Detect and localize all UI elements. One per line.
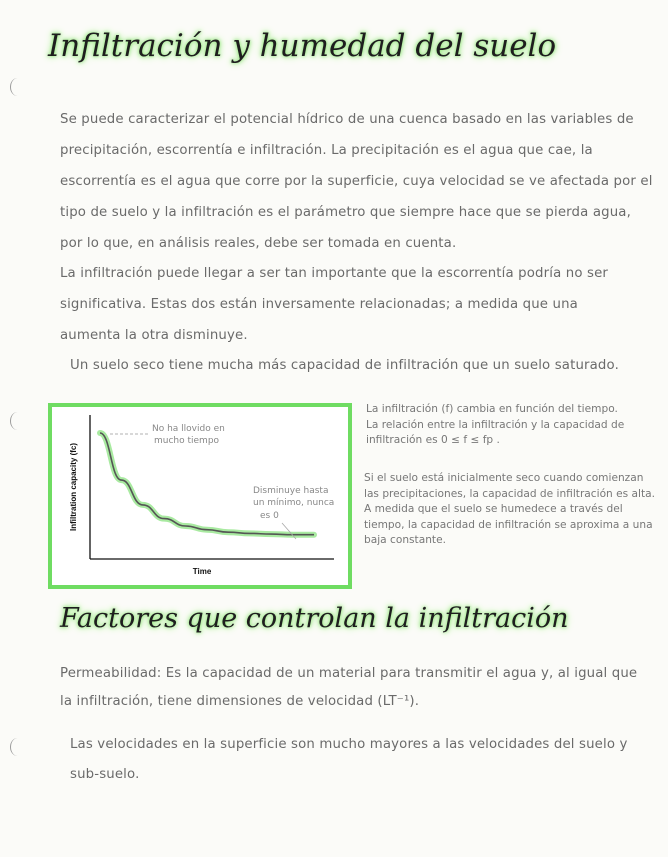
note-top-line-1: No ha llovido en bbox=[152, 424, 225, 434]
side-note-1-line-1: La infiltración (f) cambia en función del tiempo. bbox=[366, 403, 618, 415]
infiltration-curve bbox=[100, 433, 314, 535]
infiltration-chart bbox=[52, 407, 348, 585]
binder-hole-mark bbox=[10, 78, 25, 96]
note-right-line-1: Disminuye hasta bbox=[253, 486, 329, 496]
side-note-1-line-2: La relación entre la infiltración y la capacidad de bbox=[366, 418, 625, 431]
note-top-line-2: mucho tiempo bbox=[154, 436, 220, 446]
note-right-line-2: un mínimo, nunca bbox=[253, 498, 335, 508]
intro-paragraph-1: Se puede caracterizar el potencial hídrico de una cuenca basado en las variables de precipitación, escorrentía e infiltración. La precipitación es el agua que cae, la escorrentía es el agua que corre por la superficie, cuya velocidad se ve afectada por el tipo de suelo y la infiltración es el parámetro que siempre hace que se pierda agua, por lo que, en análisis reales, debe ser tomada en cuenta. bbox=[60, 112, 653, 251]
factors-paragraph-1: Permeabilidad: Es la capacidad de un material para transmitir el agua y, al igual que la infiltración, tiene dimensiones de velocidad (LT⁻¹). bbox=[60, 666, 638, 709]
intro-paragraph-2: La infiltración puede llegar a ser tan importante que la escorrentía podría no ser significativa. Estas dos están inversamente relacionadas; a medida que una aumenta la otra disminuye. bbox=[60, 266, 609, 343]
binder-hole-mark bbox=[10, 412, 25, 430]
infiltration-figure bbox=[48, 403, 352, 589]
curve-highlight bbox=[100, 433, 314, 535]
factors-paragraph-2: Las velocidades en la superficie son mucho mayores a las velocidades del suelo y sub-suelo. bbox=[70, 737, 628, 782]
side-note-1-line-3: infiltración es 0 ≤ f ≤ fp . bbox=[366, 434, 500, 446]
binder-hole-mark bbox=[10, 738, 25, 756]
note-right-line-3: es 0 bbox=[260, 511, 279, 521]
y-axis-label: Infiltration capacity (fc) bbox=[69, 442, 78, 532]
section-title: Factores que controlan la infiltración bbox=[60, 603, 569, 634]
intro-paragraph-3: Un suelo seco tiene mucha más capacidad de infiltración que un suelo saturado. bbox=[70, 358, 619, 373]
side-note-2: Si el suelo está inicialmente seco cuando comienzan las precipitaciones, la capacidad de infiltración es alta. A medida que el suelo se humedece a través del tiempo, la capacidad de infiltración se aproxima a una baja constante. bbox=[364, 472, 655, 546]
x-axis-label: Time bbox=[192, 567, 212, 576]
page-title: Infiltración y humedad del suelo bbox=[48, 28, 557, 64]
side-note-1 bbox=[366, 402, 658, 449]
